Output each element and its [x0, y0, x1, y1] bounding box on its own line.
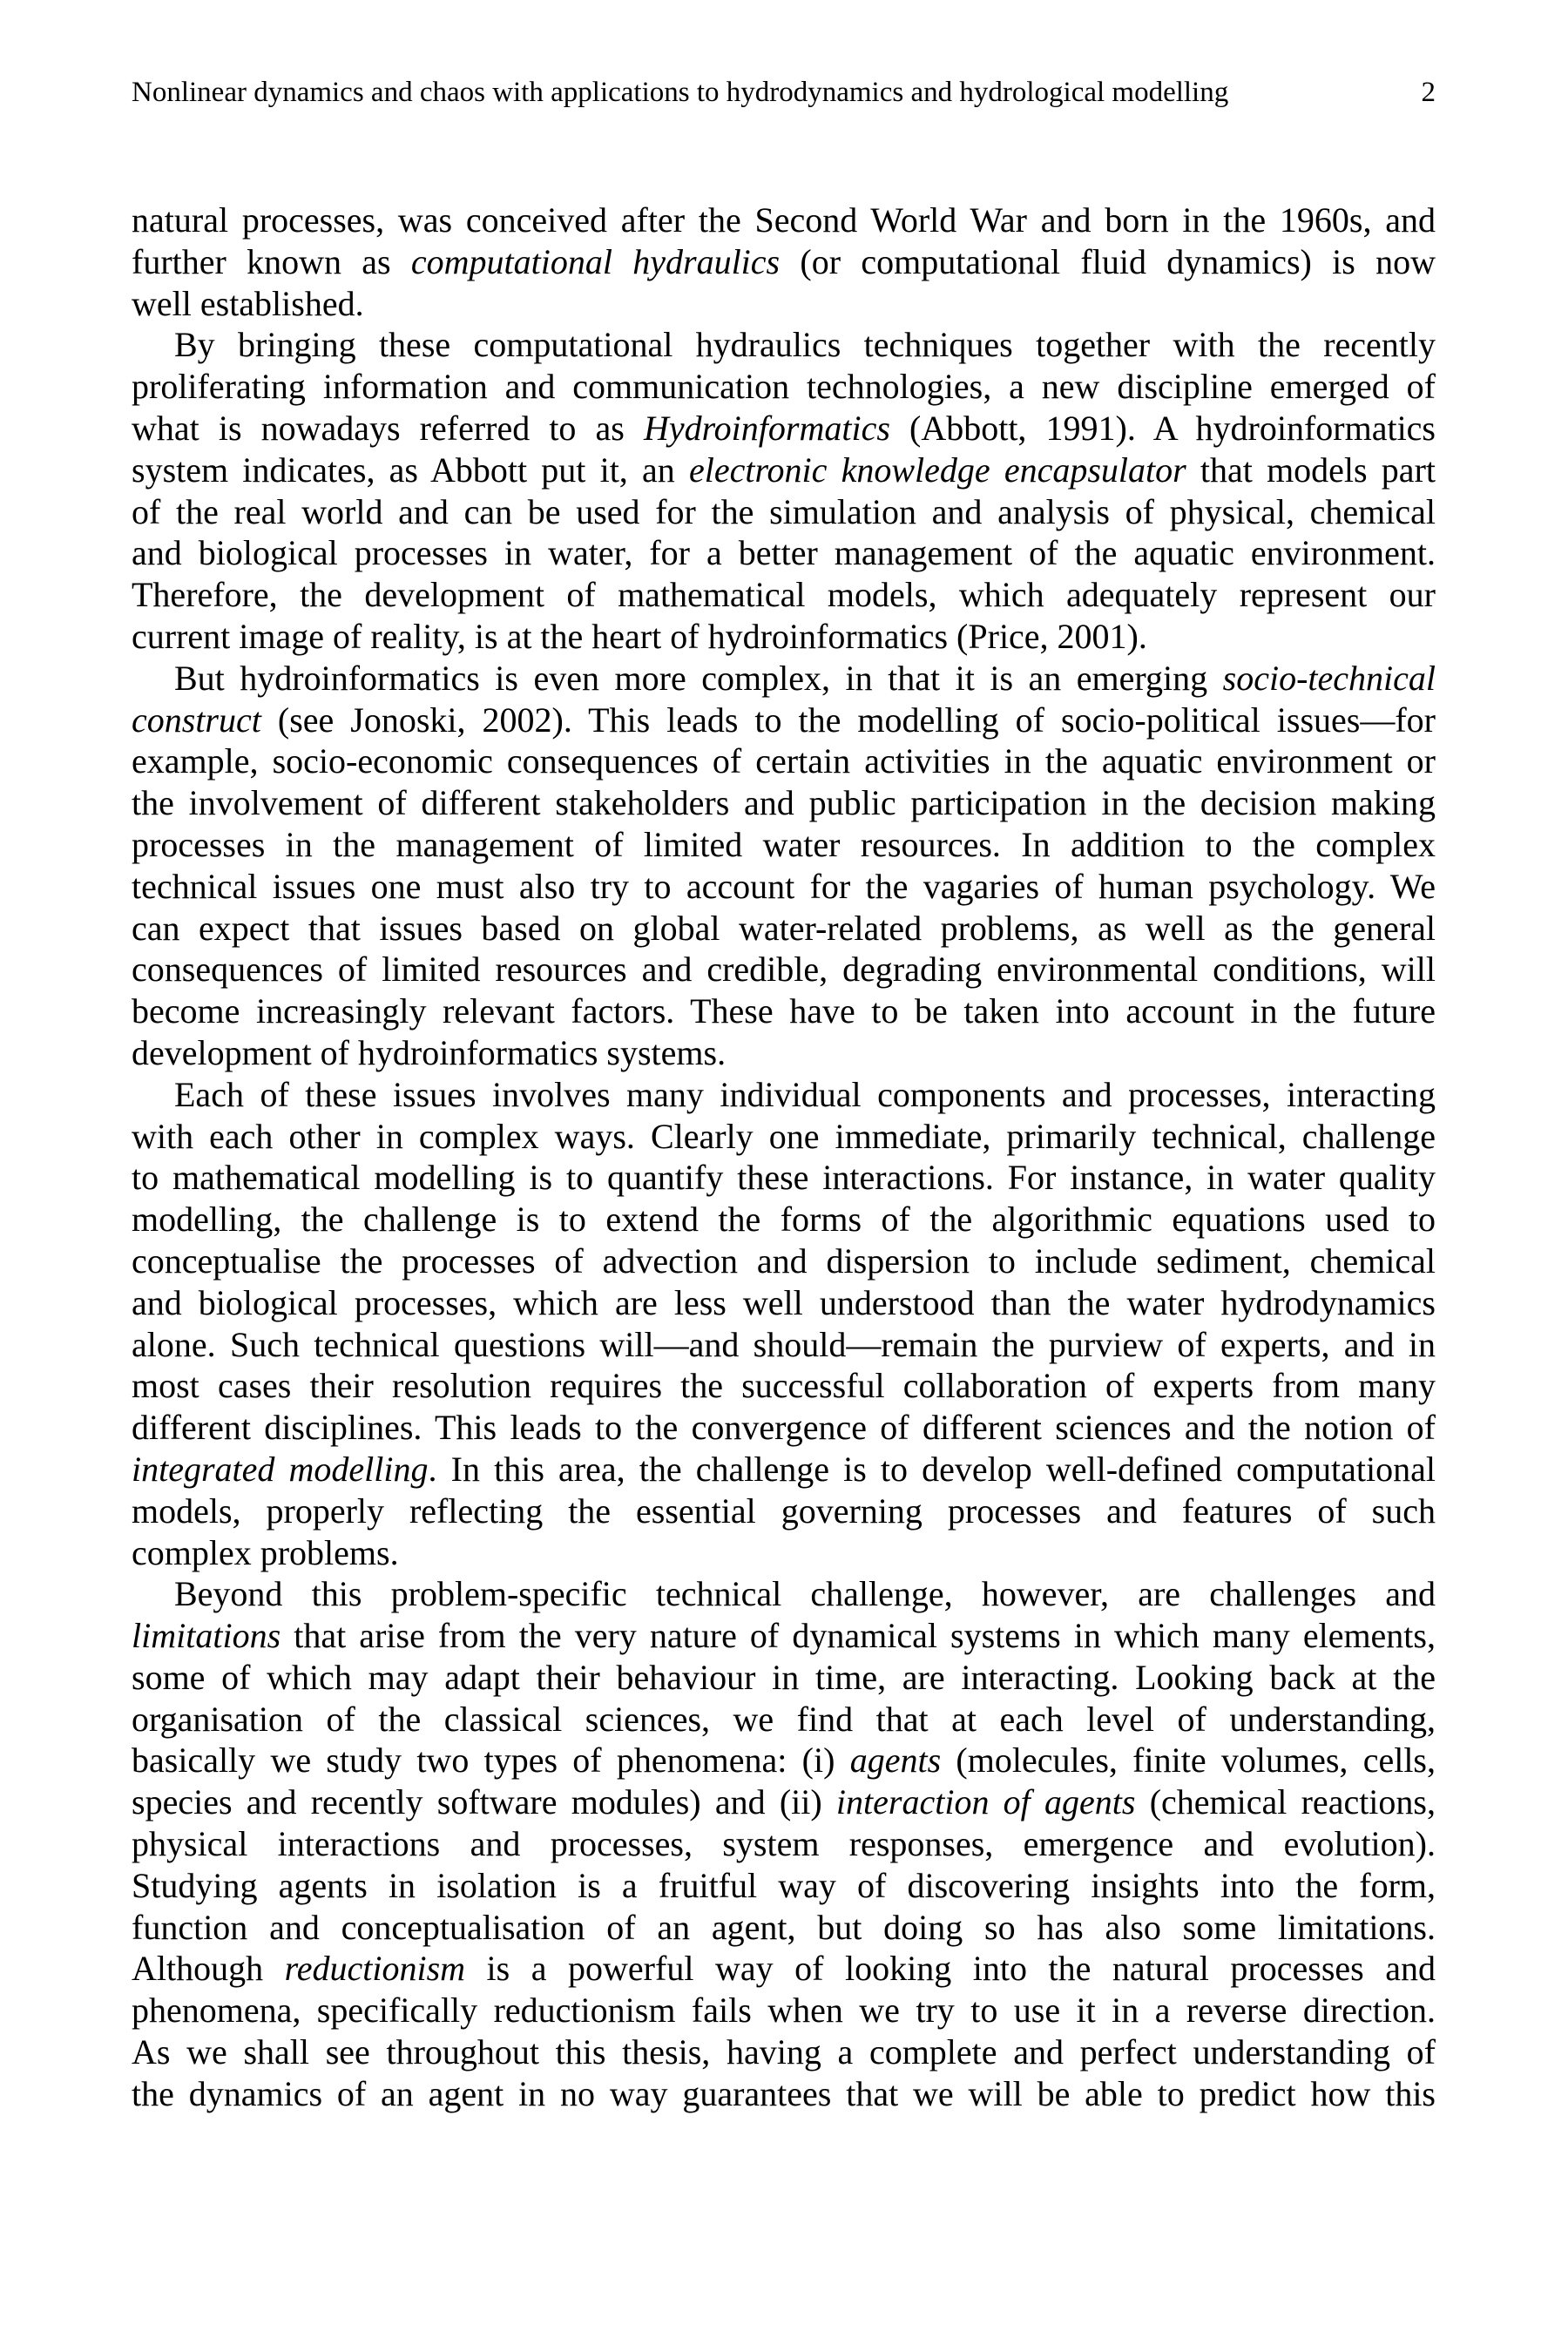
page-number: 2 — [1421, 77, 1436, 108]
text-run: technical issues one must also try to account for the vagaries of human psychology. We — [132, 866, 1436, 906]
text-run: species and recently software modules) and (ii) — [132, 1782, 836, 1822]
text-line — [132, 1365, 1436, 1407]
text-line — [132, 1990, 1436, 2031]
paragraph — [132, 324, 1436, 657]
text-line — [132, 616, 1436, 658]
text-run: physical interactions and processes, system responses, emergence and evolution). — [132, 1824, 1436, 1864]
text-line — [132, 1948, 1436, 1990]
text-line — [132, 1740, 1436, 1781]
text-run: that models part — [1186, 449, 1436, 490]
text-line — [132, 908, 1436, 950]
text-line — [132, 1199, 1436, 1240]
text-run: By bringing these computational hydraulics techniques together with the recently — [174, 325, 1436, 365]
text-line — [132, 1699, 1436, 1740]
text-line — [132, 782, 1436, 824]
text-line — [132, 1781, 1436, 1823]
text-run: (see Jonoski, 2002). This leads to the modelling of socio-political issues—for — [260, 700, 1436, 740]
text-run: As we shall see throughout this thesis, having a complete and perfect understanding of — [132, 2032, 1436, 2072]
text-run: natural processes, was conceived after the Second World War and born in the 1960s, and — [132, 200, 1436, 240]
text-run: Beyond this problem-specific technical challenge, however, are challenges and — [174, 1574, 1436, 1614]
text-run: consequences of limited resources and credible, degrading environmental conditions, will — [132, 950, 1436, 990]
text-run: basically we study two types of phenomena: (i) — [132, 1740, 850, 1781]
text-run: organisation of the classical sciences, we find that at each level of understanding, — [132, 1699, 1436, 1739]
text-run: and biological processes in water, for a better management of the aquatic environment. — [132, 533, 1436, 573]
text-run: current image of reality, is at the heart of hydroinformatics (Price, 2001). — [132, 616, 1147, 656]
text-line — [132, 449, 1436, 491]
text-run: further known as — [132, 241, 411, 281]
text-run: modelling, the challenge is to extend the forms of the algorithmic equations used to — [132, 1200, 1436, 1240]
running-header-title: Nonlinear dynamics and chaos with applications to hydrodynamics and hydrological modelling — [132, 77, 1229, 108]
text-run: complex problems. — [132, 1532, 399, 1572]
text-run: system indicates, as Abbott put it, an — [132, 449, 689, 490]
text-line — [132, 1907, 1436, 1949]
text-run: and biological processes, which are less well understood than the water hydrodynamics — [132, 1282, 1436, 1322]
text-line — [132, 866, 1436, 908]
italic-emphasis: agents — [849, 1740, 942, 1781]
paragraph — [132, 199, 1436, 324]
text-run: of the real world and can be used for the simulation and analysis of physical, chemical — [132, 491, 1436, 531]
text-line — [132, 1324, 1436, 1366]
text-run: is a powerful way of looking into the natural processes and — [465, 1949, 1436, 1989]
text-run: phenomena, specifically reductionism fails when we try to use it in a reverse direction. — [132, 1990, 1436, 2031]
text-line — [132, 1490, 1436, 1532]
text-run: different disciplines. This leads to the convergence of different sciences and the notion of — [132, 1408, 1436, 1448]
text-line — [132, 283, 1436, 325]
italic-emphasis: interaction of agents — [835, 1782, 1136, 1822]
text-line — [132, 1449, 1436, 1490]
text-run: the dynamics of an agent in no way guarantees that we will be able to predict how this — [132, 2073, 1436, 2113]
text-run: (Abbott, 1991). A hydroinformatics — [889, 408, 1436, 448]
text-line — [132, 199, 1436, 241]
text-run: can expect that issues based on global water-related problems, as well as the general — [132, 908, 1436, 948]
text-run: some of which may adapt their behaviour in time, are interacting. Looking back at the — [132, 1657, 1436, 1697]
text-line — [132, 366, 1436, 408]
text-run: the involvement of different stakeholders and public participation in the decision making — [132, 783, 1436, 823]
text-line — [132, 1573, 1436, 1615]
text-run: well established. — [132, 283, 364, 323]
text-run: with each other in complex ways. Clearly one immediate, primarily technical, challenge — [132, 1116, 1436, 1156]
text-line — [132, 1532, 1436, 1574]
text-run: processes in the management of limited water resources. In addition to the complex — [132, 824, 1436, 864]
text-run: conceptualise the processes of advection and dispersion to include sediment, chemical — [132, 1240, 1436, 1281]
text-line — [132, 532, 1436, 574]
text-run: But hydroinformatics is even more complex, in that it is an emerging — [174, 658, 1223, 698]
italic-emphasis: reductionism — [284, 1949, 466, 1989]
text-line — [132, 574, 1436, 616]
text-line — [132, 324, 1436, 366]
text-run: models, properly reflecting the essential governing processes and features of such — [132, 1490, 1436, 1531]
paragraph — [132, 1074, 1436, 1574]
text-line — [132, 1074, 1436, 1116]
text-line — [132, 1823, 1436, 1865]
text-line — [132, 491, 1436, 533]
text-run: development of hydroinformatics systems. — [132, 1032, 727, 1072]
text-line — [132, 1116, 1436, 1158]
italic-emphasis: limitations — [132, 1616, 281, 1656]
text-run: function and conceptualisation of an agent, but doing so has also some limitations. — [132, 1907, 1436, 1947]
text-run: Although — [132, 1949, 285, 1989]
text-line — [132, 2073, 1436, 2115]
text-run: alone. Such technical questions will—and should—remain the purview of experts, and in — [132, 1324, 1436, 1364]
text-run: to mathematical modelling is to quantify these interactions. For instance, in water quality — [132, 1158, 1436, 1198]
paragraph — [132, 658, 1436, 1074]
text-run: (chemical reactions, — [1135, 1782, 1436, 1822]
text-line — [132, 1865, 1436, 1907]
italic-emphasis: integrated modelling — [132, 1449, 429, 1489]
text-run: most cases their resolution requires the successful collaboration of experts from many — [132, 1366, 1436, 1406]
text-run: . In this area, the challenge is to develop well-defined computational — [428, 1449, 1436, 1489]
text-line — [132, 241, 1436, 283]
text-line — [132, 990, 1436, 1032]
text-line — [132, 700, 1436, 741]
text-line — [132, 1240, 1436, 1282]
text-line — [132, 408, 1436, 449]
text-run: Each of these issues involves many individual components and processes, interacting — [174, 1074, 1436, 1114]
italic-emphasis: socio-technical — [1222, 658, 1436, 698]
text-line — [132, 658, 1436, 700]
text-run: proliferating information and communication technologies, a new discipline emerged of — [132, 367, 1436, 407]
text-run: example, socio-economic consequences of certain activities in the aquatic environment or — [132, 741, 1436, 781]
text-line — [132, 1282, 1436, 1324]
text-run: Therefore, the development of mathematical models, which adequately represent our — [132, 575, 1436, 615]
text-line — [132, 1657, 1436, 1699]
text-run: that arise from the very nature of dynamical systems in which many elements, — [280, 1616, 1436, 1656]
italic-emphasis: computational hydraulics — [410, 241, 781, 281]
text-line — [132, 740, 1436, 782]
body-text — [132, 199, 1436, 2115]
text-run: what is nowadays referred to as — [132, 408, 644, 448]
text-line — [132, 824, 1436, 866]
italic-emphasis: electronic knowledge encapsulator — [688, 449, 1186, 490]
text-line — [132, 1032, 1436, 1074]
text-line — [132, 2031, 1436, 2073]
italic-emphasis: Hydroinformatics — [643, 408, 890, 448]
text-run: (molecules, finite volumes, cells, — [941, 1740, 1436, 1781]
text-line — [132, 949, 1436, 990]
text-line — [132, 1407, 1436, 1449]
text-line — [132, 1157, 1436, 1199]
italic-emphasis: construct — [132, 700, 261, 740]
paragraph — [132, 1573, 1436, 2114]
text-run: Studying agents in isolation is a fruitful way of discovering insights into the form, — [132, 1865, 1436, 1905]
text-line — [132, 1615, 1436, 1657]
text-run: become increasingly relevant factors. These have to be taken into account in the future — [132, 991, 1436, 1031]
running-header — [132, 75, 1436, 110]
text-run: (or computational fluid dynamics) is now — [780, 241, 1436, 281]
